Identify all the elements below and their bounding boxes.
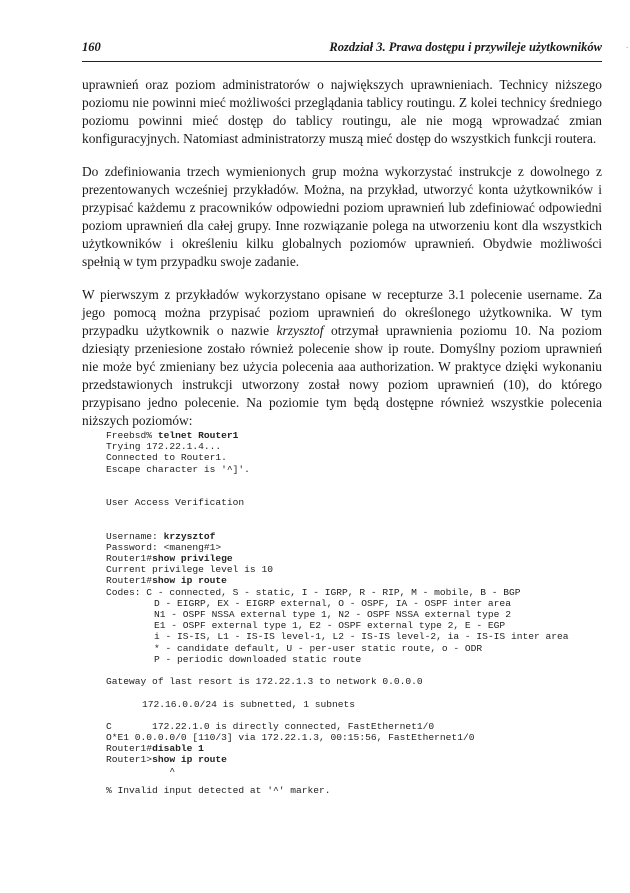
error-caret: ^ bbox=[106, 765, 176, 777]
terminal-listing bbox=[106, 430, 606, 796]
inline-code-show-ip-route: show ip route bbox=[354, 341, 432, 356]
paragraph-3-text: W pierwszym z przykładów wykorzystano opisane w recepturze 3.1 polecenie bbox=[82, 287, 528, 302]
terminal-line: Codes: C - connected, S - static, I - IGRP, R - RIP, M - mobile, B - BGP bbox=[106, 586, 521, 598]
terminal-line: Escape character is '^]'. bbox=[106, 463, 250, 475]
paragraph-2: Do zdefiniowania trzech wymienionych grup można wykorzystać instrukcje z dowolnego z prezentowanych wcześniej przykładów. Można, na przykład, utworzyć konta użytkowników i przypisać każdemu z pracowników odpowiedni poziom uprawnień lub zdefiniować odpowiedni poziom uprawnień dla całej grupy. Inne rozwiązanie polega na utworzeniu kont dla wszystkich użytkowników i określeniu kilku globalnych poziomów uprawnień. Obydwie możliwości spełnią w tym przypadku swoje zadanie. bbox=[82, 164, 602, 269]
router-prompt: Router1> bbox=[106, 754, 153, 766]
typed-command: show ip route bbox=[152, 754, 227, 766]
typed-username: krzysztof bbox=[163, 530, 216, 542]
header-rule bbox=[82, 61, 602, 62]
paragraph-3-text: . Domyślny poziom uprawnień nie może być zmieniany bez użycia polecenia bbox=[82, 341, 603, 374]
field-label: Username: bbox=[106, 530, 164, 542]
terminal-line bbox=[106, 743, 606, 754]
terminal-line: Current privilege level is 10 bbox=[106, 564, 273, 576]
paragraph-3-text: . Za jego pomocą można przypisać poziom uprawnień do określonego użytkownika. W tym przypadku użytkownik o nazwie bbox=[82, 287, 602, 338]
user-name-emphasis: krzysztof bbox=[276, 323, 324, 338]
terminal-line: C 172.22.1.0 is directly connected, FastEthernet1/0 bbox=[106, 720, 435, 732]
terminal-line: Connected to Router1. bbox=[106, 452, 227, 464]
typed-command: telnet Router1 bbox=[157, 430, 239, 441]
typed-command: show ip route bbox=[152, 575, 227, 587]
terminal-line: E1 - OSPF external type 1, E2 - OSPF external type 2, E - EGP bbox=[154, 620, 506, 632]
paragraph-3 bbox=[82, 286, 602, 430]
margin-mark: . bbox=[626, 40, 629, 50]
terminal-line: i - IS-IS, L1 - IS-IS level-1, L2 - IS-IS level-2, ia - IS-IS inter area bbox=[154, 631, 569, 643]
router-prompt: Router1# bbox=[106, 575, 153, 587]
terminal-line: 172.16.0.0/24 is subnetted, 1 subnets bbox=[142, 698, 356, 710]
terminal-line: O*E1 0.0.0.0/0 [110/3] via 172.22.1.3, 00:15:56, FastEthernet1/0 bbox=[106, 732, 475, 744]
terminal-line bbox=[106, 553, 606, 564]
chapter-title: Rozdział 3. Prawa dostępu i przywileje użytkowników bbox=[329, 40, 602, 54]
router-prompt: Router1# bbox=[106, 743, 153, 755]
typed-command: show privilege bbox=[152, 553, 233, 565]
typed-command: disable 1 bbox=[152, 743, 204, 755]
inline-code-aaa-authorization: aaa authorization bbox=[337, 359, 431, 374]
terminal-line: % Invalid input detected at '^' marker. bbox=[106, 784, 331, 796]
terminal-line: D - EIGRP, EX - EIGRP external, O - OSPF, IA - OSPF inter area bbox=[154, 597, 511, 609]
terminal-line: Gateway of last resort is 172.22.1.3 to network 0.0.0.0 bbox=[106, 676, 423, 688]
paragraph-1: uprawnień oraz poziom administratorów o największych uprawnieniach. Technicy niższego poziomu nie powinni mieć możliwości przeglądania tablicy routingu. Z kolei technicy średniego poziomu powinni mieć dostęp do tablicy routingu, ale nie mogą wprowadzać zmian konfiguracyjnych. Natomiast administratorzy muszą mieć dostęp do wszystkich funkcji routera. bbox=[82, 77, 602, 146]
terminal-line: Password: <maneng#1> bbox=[106, 541, 222, 553]
paragraph-3-text: otrzymał uprawnienia poziomu 10. Na poziom dziesiąty przeniesione zostało również polecenie bbox=[82, 323, 602, 356]
terminal-line: P - periodic downloaded static route bbox=[154, 653, 362, 665]
terminal-line bbox=[106, 531, 606, 542]
terminal-line: * - candidate default, U - per-user static route, o - ODR bbox=[154, 642, 483, 654]
paragraph-3-text: . W praktyce dzięki wykonaniu przedstawionych instrukcji utworzony został nowy poziom uprawnień (10), do którego przypisano jedno polecenie. Na poziomie tym będą dostępne również wszystkie polecenia niższych poziomów: bbox=[82, 359, 602, 428]
terminal-line bbox=[106, 754, 606, 765]
inline-code-username: username bbox=[527, 287, 579, 302]
shell-prompt: Freebsd% bbox=[106, 430, 158, 441]
body-text bbox=[82, 76, 602, 442]
router-prompt: Router1# bbox=[106, 553, 153, 565]
terminal-line bbox=[106, 430, 606, 441]
terminal-line: User Access Verification bbox=[106, 497, 245, 509]
terminal-line: N1 - OSPF NSSA external type 1, N2 - OSPF NSSA external type 2 bbox=[154, 609, 511, 620]
running-header bbox=[82, 40, 602, 58]
terminal-line bbox=[106, 575, 606, 586]
page-number: 160 bbox=[82, 40, 101, 54]
terminal-line: Trying 172.22.1.4... bbox=[106, 441, 222, 453]
